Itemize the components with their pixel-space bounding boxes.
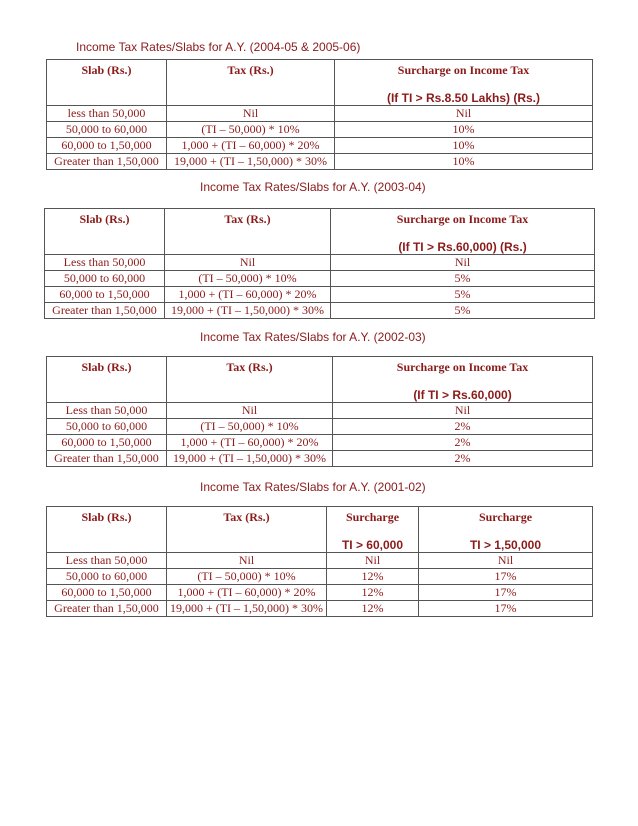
table-cell: 17% [419,601,593,617]
table-cell: 50,000 to 60,000 [45,271,165,287]
section-title-2004-05: Income Tax Rates/Slabs for A.Y. (2004-05 & 2005-06) [76,40,361,54]
table-row [45,287,595,303]
header-tax [167,507,327,553]
header-label: Surcharge on Income Tax [397,63,530,77]
table-cell: 10% [335,138,593,154]
header-surcharge [335,60,593,106]
table-cell: 2% [333,435,593,451]
header-label: Tax (Rs.) [226,360,273,374]
section-title-2001-02: Income Tax Rates/Slabs for A.Y. (2001-02) [200,480,426,494]
header-slab [47,507,167,553]
table-cell: (TI – 50,000) * 10% [167,569,327,585]
table-cell: Nil [419,553,593,569]
header-label: (If TI > Rs.8.50 Lakhs) (Rs.) [386,91,541,105]
header-label: Tax (Rs.) [224,212,271,226]
table-cell: 50,000 to 60,000 [47,569,167,585]
table-row [47,122,593,138]
table-cell: 19,000 + (TI – 1,50,000) * 30% [165,303,331,319]
header-label: Slab (Rs.) [81,360,132,374]
header-tax [165,209,331,255]
table-cell: 1,000 + (TI – 60,000) * 20% [165,287,331,303]
header-label: Surcharge on Income Tax [396,360,529,374]
table-row [45,271,595,287]
header-label: Tax (Rs.) [227,63,274,77]
table-cell: less than 50,000 [47,106,167,122]
table-cell: 5% [331,287,595,303]
table-row [47,585,593,601]
table-row [47,451,593,467]
table-row [47,138,593,154]
table-cell: Greater than 1,50,000 [45,303,165,319]
table-cell: 5% [331,303,595,319]
table-cell: (TI – 50,000) * 10% [167,419,333,435]
table-row [47,569,593,585]
header-surcharge-150000 [419,507,593,553]
table-cell: 50,000 to 60,000 [47,419,167,435]
table-cell: Less than 50,000 [47,553,167,569]
table-cell: Less than 50,000 [47,403,167,419]
header-surcharge [331,209,595,255]
table-cell: 10% [335,122,593,138]
header-label: Slab (Rs.) [81,63,132,77]
tax-table-2001-02 [46,506,593,617]
table-cell: Nil [167,106,335,122]
section-title-2002-03: Income Tax Rates/Slabs for A.Y. (2002-03) [200,330,426,344]
header-label: Slab (Rs.) [81,510,132,524]
table-cell: Nil [333,403,593,419]
header-label: Surcharge [478,510,533,524]
table-cell: Nil [335,106,593,122]
table-row [47,403,593,419]
header-label: Tax (Rs.) [223,510,270,524]
table-cell: Nil [167,403,333,419]
table-cell: 60,000 to 1,50,000 [47,138,167,154]
table-row [47,553,593,569]
table-cell: 19,000 + (TI – 1,50,000) * 30% [167,601,327,617]
table-cell: 10% [335,154,593,170]
table-cell: Less than 50,000 [45,255,165,271]
table-cell: 5% [331,271,595,287]
table-cell: Nil [331,255,595,271]
header-label: Surcharge [345,510,400,524]
header-label: Surcharge on Income Tax [396,212,529,226]
header-label: Slab (Rs.) [79,212,130,226]
section-title-2003-04: Income Tax Rates/Slabs for A.Y. (2003-04) [200,180,426,194]
table-cell: Nil [165,255,331,271]
header-label: TI > 1,50,000 [469,538,542,552]
header-slab [47,357,167,403]
table-cell: 19,000 + (TI – 1,50,000) * 30% [167,154,335,170]
tax-table-2003-04 [44,208,595,319]
table-cell: 17% [419,569,593,585]
tax-table-2004-05 [46,59,593,170]
table-cell: 2% [333,451,593,467]
table-row [47,601,593,617]
table-row [47,419,593,435]
table-cell: Greater than 1,50,000 [47,601,167,617]
table-cell: 1,000 + (TI – 60,000) * 20% [167,585,327,601]
tax-table-2002-03 [46,356,593,467]
table-cell: 1,000 + (TI – 60,000) * 20% [167,435,333,451]
table-cell: Greater than 1,50,000 [47,451,167,467]
header-tax [167,60,335,106]
table-cell: 2% [333,419,593,435]
table-row [47,106,593,122]
table-cell: 50,000 to 60,000 [47,122,167,138]
table-cell: 12% [327,569,419,585]
table-row [47,154,593,170]
table-cell: 60,000 to 1,50,000 [47,435,167,451]
table-cell: Greater than 1,50,000 [47,154,167,170]
table-cell: Nil [327,553,419,569]
table-cell: 19,000 + (TI – 1,50,000) * 30% [167,451,333,467]
table-cell: 17% [419,585,593,601]
header-slab [45,209,165,255]
table-cell: 12% [327,601,419,617]
table-row [47,435,593,451]
table-cell: (TI – 50,000) * 10% [167,122,335,138]
header-label: (If TI > Rs.60,000) (Rs.) [398,240,527,254]
table-cell: Nil [167,553,327,569]
table-row [45,255,595,271]
table-cell: 1,000 + (TI – 60,000) * 20% [167,138,335,154]
header-label: (If TI > Rs.60,000) [413,388,512,402]
table-cell: 60,000 to 1,50,000 [47,585,167,601]
table-cell: (TI – 50,000) * 10% [165,271,331,287]
header-surcharge [333,357,593,403]
header-surcharge-60000 [327,507,419,553]
header-slab [47,60,167,106]
header-label: TI > 60,000 [341,538,404,552]
header-tax [167,357,333,403]
table-row [45,303,595,319]
table-cell: 60,000 to 1,50,000 [45,287,165,303]
table-cell: 12% [327,585,419,601]
